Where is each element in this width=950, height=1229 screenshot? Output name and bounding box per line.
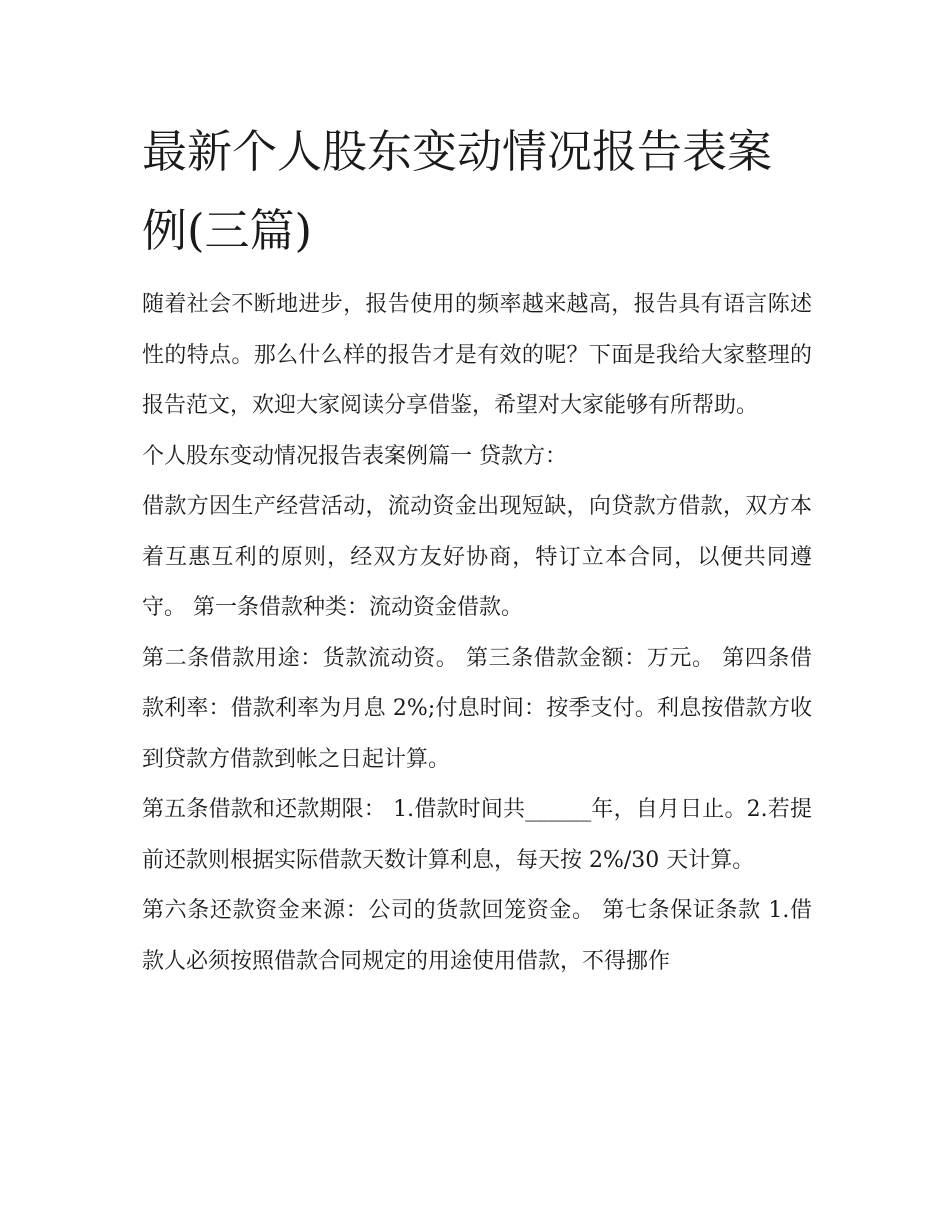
paragraph-articles-6-7: 第六条还款资金来源：公司的货款回笼资金。 第七条保证条款 1.借款人必须按照借款合同规定的用途使用借款，不得挪作 (142, 898, 812, 974)
paragraph-articles-2-4: 第二条借款用途：货款流动资。 第三条借款金额：万元。 第四条借款利率：借款利率为月息 2%;付息时间：按季支付。利息按借款方收到贷款方借款到帐之日起计算。 (142, 645, 812, 772)
document-page (142, 112, 812, 987)
paragraph-contract-preamble: 借款方因生产经营活动，流动资金出现短缺，向贷款方借款，双方本着互惠互利的原则，经双方友好协商，特订立本合同，以便共同遵守。 第一条借款种类：流动资金借款。 (142, 494, 812, 620)
paragraph-intro: 随着社会不断地进步，报告使用的频率越来越高，报告具有语言陈述性的特点。那么什么样的报告才是有效的呢？下面是我给大家整理的报告范文，欢迎大家阅读分享借鉴，希望对大家能够有所帮助。 (142, 292, 812, 418)
document-body (142, 280, 812, 987)
paragraph-article-5: 第五条借款和还款期限： 1.借款时间共______年，自月日止。2.若提前还款则根据实际借款天数计算利息，每天按 2%/30 天计算。 (142, 797, 812, 873)
document-title: 最新个人股东变动情况报告表案例(三篇) (142, 125, 773, 257)
paragraph-section-heading: 个人股东变动情况报告表案例篇一 贷款方： (142, 443, 567, 469)
